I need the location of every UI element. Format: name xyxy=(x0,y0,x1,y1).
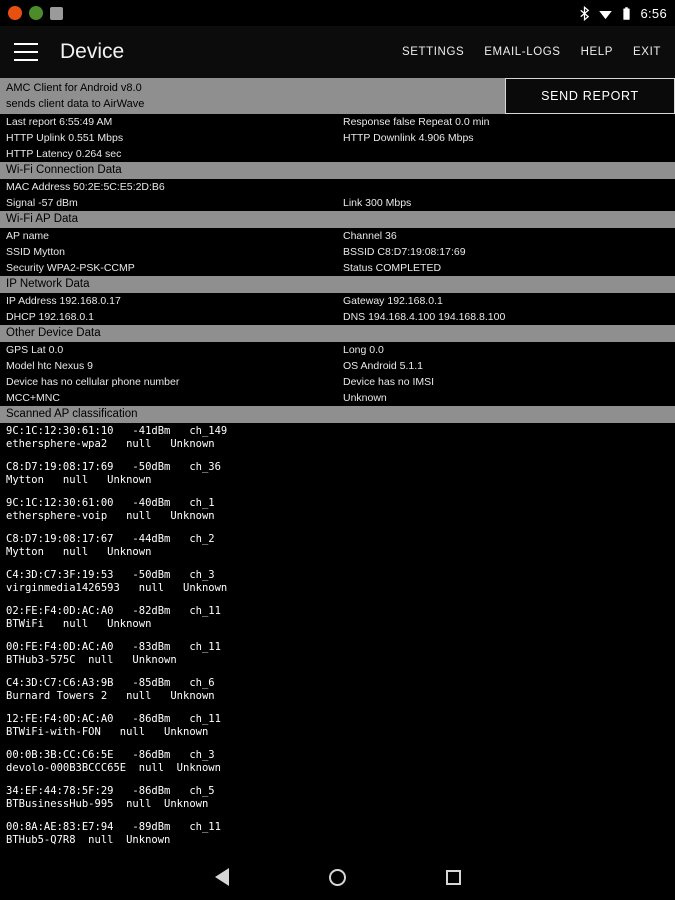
exit-button[interactable]: EXIT xyxy=(633,46,661,58)
ap-ssid-line: BTHub5-Q7R8 null Unknown xyxy=(6,834,171,846)
model-value: Model htc Nexus 9 xyxy=(6,360,93,372)
app-status-icon xyxy=(29,6,43,20)
table-row xyxy=(0,342,675,358)
ap-bssid-line: 00:0B:3B:CC:C6:5E -86dBm ch_3 xyxy=(6,749,215,761)
section-header-ip-network: IP Network Data xyxy=(0,276,675,293)
wifi-icon xyxy=(598,6,613,21)
ap-ssid-line: devolo-000B3BCCC65E null Unknown xyxy=(6,762,221,774)
report-description-line1: AMC Client for Android v8.0 xyxy=(6,82,142,94)
list-item[interactable] xyxy=(0,713,675,739)
http-latency-value: HTTP Latency 0.264 sec xyxy=(6,148,122,160)
table-row xyxy=(0,130,675,146)
settings-button[interactable]: SETTINGS xyxy=(401,46,465,58)
ap-bssid-line: 00:8A:AE:83:E7:94 -89dBm ch_11 xyxy=(6,821,221,833)
list-item[interactable] xyxy=(0,425,675,451)
table-row xyxy=(0,358,675,374)
list-item[interactable] xyxy=(0,605,675,631)
list-item[interactable] xyxy=(0,749,675,775)
ap-bssid-line: C4:3D:C7:3F:19:53 -50dBm ch_3 xyxy=(6,569,215,581)
report-description-line2: sends client data to AirWave xyxy=(6,97,145,110)
http-uplink-value: HTTP Uplink 0.551 Mbps xyxy=(6,132,124,144)
table-row xyxy=(0,390,675,406)
list-item[interactable] xyxy=(0,497,675,523)
last-report-value: Last report 6:55:49 AM xyxy=(6,116,113,128)
table-row xyxy=(0,309,675,325)
page-title: Device xyxy=(60,40,125,63)
ip-network-rows xyxy=(0,293,675,325)
status-bar-left-icons xyxy=(8,6,63,20)
ip-address-value: IP Address 192.168.0.17 xyxy=(6,295,121,307)
status-bar-right-icons xyxy=(577,6,667,21)
ap-bssid-line: 02:FE:F4:0D:AC:A0 -82dBm ch_11 xyxy=(6,605,221,617)
bssid-value: BSSID C8:D7:19:08:17:69 xyxy=(343,246,466,258)
action-bar-actions xyxy=(402,46,661,58)
imsi-value: Device has no IMSI xyxy=(343,376,435,388)
email-logs-button[interactable]: EMAIL-LOGS xyxy=(484,46,561,58)
scanned-ap-list xyxy=(0,423,675,847)
link-value: Link 300 Mbps xyxy=(343,197,412,209)
table-row xyxy=(0,114,675,130)
ap-ssid-line: BTWiFi-with-FON null Unknown xyxy=(6,726,209,738)
ap-name-value: AP name xyxy=(6,230,49,242)
dhcp-value: DHCP 192.168.0.1 xyxy=(6,311,94,323)
section-header-wifi-ap: Wi-Fi AP Data xyxy=(0,211,675,228)
gateway-value: Gateway 192.168.0.1 xyxy=(343,295,443,307)
ap-ssid-line: BTHub3-575C null Unknown xyxy=(6,654,177,666)
action-bar xyxy=(0,26,675,78)
gps-lat-value: GPS Lat 0.0 xyxy=(6,344,64,356)
app-notification-icon xyxy=(8,6,22,20)
phone-number-value: Device has no cellular phone number xyxy=(6,376,180,388)
table-row xyxy=(0,179,675,195)
report-header xyxy=(0,78,675,114)
hamburger-menu-icon[interactable] xyxy=(14,43,38,61)
table-row xyxy=(0,228,675,244)
ap-ssid-line: ethersphere-voip null Unknown xyxy=(6,510,215,522)
list-item[interactable] xyxy=(0,677,675,703)
table-row xyxy=(0,293,675,309)
mcc-mnc-value: Unknown xyxy=(343,392,387,404)
mcc-mnc-label: MCC+MNC xyxy=(6,392,60,404)
list-item[interactable] xyxy=(0,641,675,667)
ap-bssid-line: 9C:1C:12:30:61:00 -40dBm ch_1 xyxy=(6,497,215,509)
ap-ssid-line: virginmedia1426593 null Unknown xyxy=(6,582,228,594)
navigation-bar xyxy=(0,854,675,900)
table-row xyxy=(0,244,675,260)
wifi-ap-rows xyxy=(0,228,675,276)
table-row xyxy=(0,374,675,390)
list-item[interactable] xyxy=(0,569,675,595)
http-downlink-value: HTTP Downlink 4.906 Mbps xyxy=(343,132,474,144)
ap-bssid-line: C8:D7:19:08:17:67 -44dBm ch_2 xyxy=(6,533,215,545)
ap-bssid-line: C8:D7:19:08:17:69 -50dBm ch_36 xyxy=(6,461,221,473)
table-row xyxy=(0,260,675,276)
gps-long-value: Long 0.0 xyxy=(343,344,384,356)
ap-ssid-line: BTWiFi null Unknown xyxy=(6,618,152,630)
section-header-scanned-ap: Scanned AP classification xyxy=(0,406,675,423)
list-item[interactable] xyxy=(0,533,675,559)
ap-ssid-line: Burnard Towers 2 null Unknown xyxy=(6,690,215,702)
ap-ssid-line: Mytton null Unknown xyxy=(6,546,152,558)
ap-bssid-line: 34:EF:44:78:5F:29 -86dBm ch_5 xyxy=(6,785,215,797)
ap-ssid-line: Mytton null Unknown xyxy=(6,474,152,486)
ap-bssid-line: 00:FE:F4:0D:AC:A0 -83dBm ch_11 xyxy=(6,641,221,653)
section-header-wifi-connection: Wi-Fi Connection Data xyxy=(0,162,675,179)
ap-ssid-line: ethersphere-wpa2 null Unknown xyxy=(6,438,215,450)
wifi-connection-rows xyxy=(0,179,675,211)
screenshot-icon xyxy=(50,7,63,20)
status-value: Status COMPLETED xyxy=(343,262,442,274)
table-row xyxy=(0,195,675,211)
ap-bssid-line: 9C:1C:12:30:61:10 -41dBm ch_149 xyxy=(6,425,228,437)
status-bar xyxy=(0,0,675,26)
battery-icon xyxy=(619,6,634,21)
signal-value: Signal -57 dBm xyxy=(6,197,78,209)
channel-value: Channel 36 xyxy=(343,230,397,242)
table-row xyxy=(0,146,675,162)
mac-address-value: MAC Address 50:2E:5C:E5:2D:B6 xyxy=(6,181,165,193)
main-content xyxy=(0,78,675,854)
back-nav-icon[interactable] xyxy=(215,868,229,886)
report-description xyxy=(0,78,505,114)
section-header-other-device: Other Device Data xyxy=(0,325,675,342)
os-value: OS Android 5.1.1 xyxy=(343,360,423,372)
recent-apps-nav-icon[interactable] xyxy=(446,870,461,885)
ssid-value: SSID Mytton xyxy=(6,246,65,258)
response-value: Response false Repeat 0.0 min xyxy=(343,116,490,128)
dns-value: DNS 194.168.4.100 194.168.8.100 xyxy=(343,311,506,323)
home-nav-icon[interactable] xyxy=(329,869,346,886)
security-value: Security WPA2-PSK-CCMP xyxy=(6,262,135,274)
ap-ssid-line: BTBusinessHub-995 null Unknown xyxy=(6,798,209,810)
status-bar-clock: 6:56 xyxy=(640,5,667,21)
list-item[interactable] xyxy=(0,785,675,811)
bluetooth-icon xyxy=(577,6,592,21)
help-button[interactable]: HELP xyxy=(580,46,614,58)
other-device-rows xyxy=(0,342,675,406)
send-report-button[interactable]: SEND REPORT xyxy=(505,78,675,114)
client-status-block xyxy=(0,114,675,162)
list-item[interactable] xyxy=(0,821,675,847)
list-item[interactable] xyxy=(0,461,675,487)
ap-bssid-line: 12:FE:F4:0D:AC:A0 -86dBm ch_11 xyxy=(6,713,221,725)
ap-bssid-line: C4:3D:C7:C6:A3:9B -85dBm ch_6 xyxy=(6,677,215,689)
